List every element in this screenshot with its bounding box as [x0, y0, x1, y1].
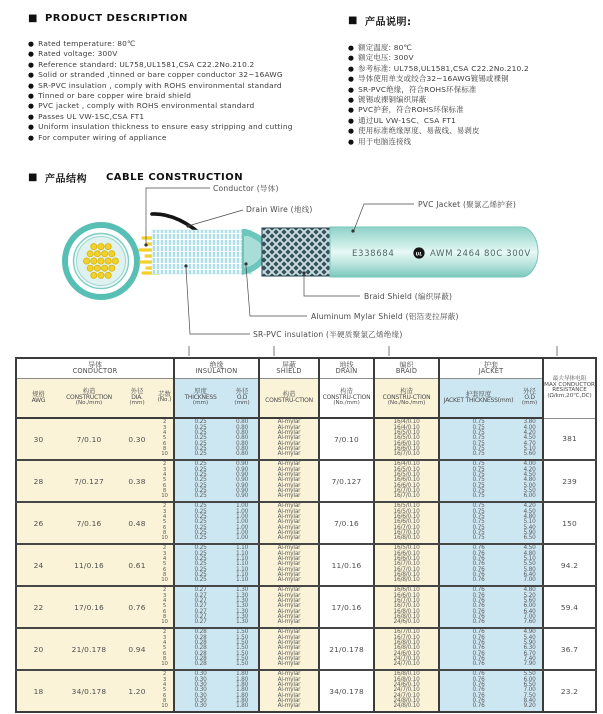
cell-construction: 11/0.16 [60, 544, 118, 586]
pvc-jacket-leader-line [354, 204, 414, 230]
cell-ins-od: 1.00 1.00 1.00 1.00 1.00 1.00 1.00 [226, 502, 259, 544]
sr-pvc-leader-line [186, 268, 250, 334]
section-marker-icon: ■ [28, 171, 38, 183]
product-description-zh-section [348, 13, 598, 147]
conductor-dot [98, 258, 104, 264]
braid-shield-label: Braid Shield (编织屏蔽) [364, 292, 453, 301]
insulated-cores [152, 230, 252, 274]
cell-drain: 34/0.178 [319, 670, 374, 712]
cell-jacket-od: 4.50 4.80 5.10 5.50 5.80 6.40 7.00 [517, 544, 543, 586]
list-item-text: 用于电脑连接线 [358, 136, 412, 146]
cell-cores: 2 3 4 5 6 8 10 [156, 460, 174, 502]
cell-awg: 22 [16, 586, 60, 628]
list-item-text: Passes UL VW-1SC,CSA FT1 [38, 111, 145, 121]
table-row [16, 586, 596, 628]
drain-wire-leader-line [188, 210, 243, 226]
list-item [28, 101, 338, 111]
product-description-section [28, 13, 338, 143]
cell-braid: 16/5/0.10 16/6/0.10 16/6/0.10 16/7/0.10 16/7/0.10 16/8/0.10 16/8/0.10 [374, 544, 439, 586]
cell-awg: 30 [16, 418, 60, 460]
cell-resistance: 94.2 [543, 544, 596, 586]
bullet-icon: ● [28, 112, 35, 121]
table-row [16, 502, 596, 544]
cell-dia: 1.20 [118, 670, 156, 712]
cell-resistance: 150 [543, 502, 596, 544]
cell-shield: Al-mylar Al-mylar Al-mylar Al-mylar Al-mylar Al-mylar Al-mylar [259, 544, 319, 586]
cell-ins-thickness: 0.30 0.30 0.30 0.30 0.30 0.30 0.30 [174, 670, 226, 712]
conductor-dot [109, 265, 115, 271]
cell-dia: 0.48 [118, 502, 156, 544]
cell-shield: Al-mylar Al-mylar Al-mylar Al-mylar Al-mylar Al-mylar Al-mylar [259, 460, 319, 502]
cell-drain: 11/0.16 [319, 544, 374, 586]
header-awg: 规格 AWG [16, 378, 60, 418]
list-item [28, 81, 338, 91]
bullet-icon: ● [348, 85, 355, 94]
bullet-icon: ● [348, 44, 355, 52]
bullet-icon: ● [28, 92, 35, 101]
sr-pvc-label: SR-PVC insulation (半硬质聚氯乙烯绝缘) [253, 330, 403, 339]
cell-construction: 7/0.16 [60, 502, 118, 544]
header-drain-construction: 构造 CONSTRU-CTION (No./mm) [319, 378, 374, 418]
cell-ins-od: 0.90 0.90 0.90 0.90 0.90 0.90 0.90 [226, 460, 259, 502]
cell-ins-thickness: 0.28 0.28 0.28 0.28 0.28 0.28 0.28 [174, 628, 226, 670]
list-item-text: SR-PVC绝缘，符合ROHS环保标准 [358, 84, 477, 94]
header-ins-od: 外径 O.D (mm) [226, 378, 259, 418]
cell-drain: 7/0.10 [319, 418, 374, 460]
bullet-icon: ● [348, 54, 355, 63]
pvc-jacket-label: PVC Jacket (聚氯乙烯护套) [418, 200, 517, 209]
cell-drain: 17/0.16 [319, 586, 374, 628]
list-item [28, 133, 338, 143]
conductor-dot [91, 258, 97, 264]
conductor-dot [112, 258, 118, 264]
list-item-text: SR-PVC insulation , comply with ROHS environmental standard [38, 80, 282, 90]
cell-jacket-thickness: 0.76 0.76 0.76 0.76 0.76 0.76 0.76 [439, 628, 517, 670]
cell-shield: Al-mylar Al-mylar Al-mylar Al-mylar Al-mylar Al-mylar Al-mylar [259, 586, 319, 628]
cell-jacket-thickness: 0.75 0.75 0.75 0.75 0.75 0.75 0.75 [439, 418, 517, 460]
cell-cores: 2 3 4 5 6 8 10 [156, 544, 174, 586]
header-dia: 外径 DIA. (mm) [118, 378, 156, 418]
list-item-text: Tinned or bare copper wire braid shield [38, 91, 192, 101]
product-description-zh-title: ■ 产品说明: [348, 14, 412, 28]
cell-resistance: 23.2 [543, 670, 596, 712]
cell-ins-thickness: 0.25 0.25 0.25 0.25 0.25 0.25 0.25 [174, 502, 226, 544]
cable-side-view [140, 214, 538, 277]
conductor-dot [94, 265, 100, 271]
table-row [16, 544, 596, 586]
cell-cores: 2 3 4 5 6 8 10 [156, 418, 174, 460]
list-item-text: Solid or stranded ,tinned or bare copper conductor 32~16AWG [38, 70, 283, 80]
table-row [16, 670, 596, 712]
cell-drain: 21/0.178 [319, 628, 374, 670]
list-item [28, 91, 338, 101]
list-item [348, 53, 598, 63]
conductor-dot [91, 244, 97, 250]
spec-table-body [16, 418, 596, 712]
dimension-ticks [189, 346, 557, 356]
conductor-dot [84, 258, 90, 264]
cell-ins-od: 1.10 1.10 1.10 1.10 1.10 1.10 1.10 [226, 544, 259, 586]
list-item [28, 70, 338, 80]
list-item [348, 105, 598, 115]
bullet-icon: ● [348, 116, 355, 125]
cell-awg: 24 [16, 544, 60, 586]
cell-ins-thickness: 0.25 0.25 0.25 0.25 0.25 0.25 0.25 [174, 544, 226, 586]
list-item [348, 116, 598, 126]
cell-ins-thickness: 0.25 0.25 0.25 0.25 0.25 0.25 0.25 [174, 418, 226, 460]
group-insulation: 绝缘 INSULATION [174, 358, 259, 378]
list-item [28, 39, 338, 49]
cell-braid: 16/4/0.10 16/4/0.10 16/5/0.10 16/5/0.10 16/6/0.10 16/6/0.10 16/7/0.10 [374, 418, 439, 460]
cell-awg: 20 [16, 628, 60, 670]
conductor-dot [102, 251, 108, 257]
header-ins-thickness: 厚度 THICKNESS (mm) [174, 378, 226, 418]
cell-drain: 7/0.127 [319, 460, 374, 502]
list-item [348, 95, 598, 105]
cell-ins-thickness: 0.27 0.27 0.27 0.27 0.27 0.27 0.27 [174, 586, 226, 628]
cell-jacket-od: 5.50 6.00 6.50 7.00 7.50 8.40 9.20 [517, 670, 543, 712]
bullet-icon: ● [28, 50, 35, 59]
list-item [348, 85, 598, 95]
bullet-icon: ● [348, 106, 355, 115]
header-cores: 芯数 (No.) [156, 378, 174, 418]
conductor-dot [98, 272, 104, 278]
cell-ins-thickness: 0.25 0.25 0.25 0.25 0.25 0.25 0.25 [174, 460, 226, 502]
cell-jacket-thickness: 0.76 0.76 0.76 0.76 0.76 0.76 0.76 [439, 544, 517, 586]
list-item-text: Reference standard: UL758,UL1581,CSA C22.2No.210.2 [38, 59, 255, 69]
svg-text:UL: UL [415, 252, 423, 258]
list-item-text: Rated temperature: 80℃ [38, 39, 136, 48]
list-item [348, 126, 598, 136]
list-item [28, 49, 338, 59]
product-description-title: ■ PRODUCT DESCRIPTION [28, 12, 188, 24]
spec-table [15, 357, 597, 713]
cell-jacket-thickness: 0.75 0.75 0.75 0.75 0.75 0.75 0.75 [439, 502, 517, 544]
bullet-icon: ● [28, 81, 35, 90]
cell-resistance: 59.4 [543, 586, 596, 628]
aluminum-mylar-label: Aluminum Mylar Shield (铝箔麦拉屏蔽) [311, 312, 459, 321]
list-item-text: PVC jacket , comply with ROHS environmental standard [38, 101, 255, 111]
header-jacket-thickness: 护套厚度 JACKET THICKNESS(mm) [439, 378, 517, 418]
list-item [348, 43, 598, 53]
braid-section [262, 228, 338, 276]
cell-cores: 2 3 4 5 6 8 10 [156, 586, 174, 628]
list-item-text: 通过UL VW-1SC、CSA FT1 [358, 115, 457, 125]
table-column-header-row [16, 378, 596, 418]
header-max-resistance: 最大导体电阻 MAX CONDUCTOR RESISTANCE (Ω/km,20℃,DC) [543, 358, 596, 418]
cell-construction: 34/0.178 [60, 670, 118, 712]
list-item-text: 额定电压: 300V [358, 53, 414, 63]
cell-jacket-thickness: 0.76 0.76 0.76 0.76 0.76 0.76 0.76 [439, 586, 517, 628]
list-item-text: For computer wiring of appliance [38, 132, 167, 142]
list-item-text: 导体使用单支或绞合32~16AWG镀锡或裸铜 [358, 74, 509, 84]
cell-braid: 16/6/0.10 16/6/0.10 16/7/0.10 16/7/0.10 16/8/0.10 16/8/0.10 24/6/0.10 [374, 586, 439, 628]
cell-resistance: 381 [543, 418, 596, 460]
conductor-dot [87, 265, 93, 271]
list-item [28, 112, 338, 122]
cell-ins-od: 0.80 0.80 0.80 0.80 0.80 0.80 0.80 [226, 418, 259, 460]
cell-braid: 16/7/0.10 16/7/0.10 16/8/0.10 16/8/0.10 24/6/0.10 24/7/0.10 24/7/0.10 [374, 628, 439, 670]
bullet-icon: ● [348, 127, 355, 136]
cell-ins-od: 1.50 1.50 1.50 1.50 1.50 1.50 1.50 [226, 628, 259, 670]
list-item-text: Rated voltage: 300V [38, 49, 118, 59]
header-braid-construction: 构造 CONSTRU-CTION (No./No./mm) [374, 378, 439, 418]
cell-construction: 17/0.16 [60, 586, 118, 628]
bullet-icon: ● [348, 137, 355, 146]
conductor-dot [105, 244, 111, 250]
cell-jacket-od: 3.80 4.00 4.20 4.50 4.70 5.10 5.60 [517, 418, 543, 460]
product-description-zh-list [348, 43, 598, 147]
cell-shield: Al-mylar Al-mylar Al-mylar Al-mylar Al-mylar Al-mylar Al-mylar [259, 502, 319, 544]
bullet-icon: ● [348, 64, 355, 73]
cell-resistance: 239 [543, 460, 596, 502]
group-braid: 编织 BRAID [374, 358, 439, 378]
table-row [16, 460, 596, 502]
cell-dia: 0.38 [118, 460, 156, 502]
cell-jacket-thickness: 0.75 0.75 0.75 0.75 0.75 0.75 0.75 [439, 460, 517, 502]
cell-jacket-od: 4.00 4.20 4.50 4.80 5.00 5.50 6.00 [517, 460, 543, 502]
cell-jacket-od: 4.20 4.50 4.80 5.10 5.40 5.90 6.50 [517, 502, 543, 544]
cable-construction-title: ■ 产品结构 CABLE CONSTRUCTION [28, 171, 244, 185]
cell-construction: 7/0.127 [60, 460, 118, 502]
header-shield-construction: 构造 CONSTRU-CTION [259, 378, 319, 418]
cell-jacket-od: 4.80 5.20 5.60 6.00 6.40 7.00 7.60 [517, 586, 543, 628]
list-item [348, 137, 598, 147]
conductor-dot [98, 244, 104, 250]
conductor-dot [109, 251, 115, 257]
cell-jacket-od: 4.90 5.40 5.90 6.30 6.70 7.40 7.90 [517, 628, 543, 670]
bullet-icon: ● [28, 60, 35, 69]
drain-wire-label: Drain Wire (地线) [246, 205, 313, 214]
cell-ins-od: 1.80 1.80 1.80 1.80 1.80 1.80 1.80 [226, 670, 259, 712]
list-item-text: 参考标准: UL758,UL1581,CSA C22.2No.210.2 [358, 63, 529, 73]
table-row [16, 418, 596, 460]
list-item-text: 使用标准绝缘厚度、易裁线、易剥皮 [358, 126, 480, 136]
section-marker-icon: ■ [348, 14, 358, 26]
cell-cores: 2 3 4 5 6 8 10 [156, 628, 174, 670]
cell-awg: 26 [16, 502, 60, 544]
svg-text:AWM 2464 80C 300V: AWM 2464 80C 300V [430, 249, 531, 259]
table-row [16, 628, 596, 670]
section-marker-icon: ■ [28, 12, 38, 24]
cell-shield: Al-mylar Al-mylar Al-mylar Al-mylar Al-mylar Al-mylar Al-mylar [259, 628, 319, 670]
cell-dia: 0.76 [118, 586, 156, 628]
jacket-print [352, 247, 531, 259]
bullet-icon: ● [348, 75, 355, 84]
list-item-text: Uniform insulation thickness to ensure easy stripping and cutting [38, 122, 293, 132]
product-description-list [28, 39, 338, 143]
list-item [348, 64, 598, 74]
cell-braid: 16/8/0.10 16/8/0.10 24/6/0.10 24/7/0.10 24/7/0.10 24/8/0.10 24/8/0.10 [374, 670, 439, 712]
conductor-label: Conductor (导体) [213, 184, 279, 193]
list-item [348, 74, 598, 84]
cell-awg: 18 [16, 670, 60, 712]
list-item [28, 122, 338, 132]
bullet-icon: ● [28, 40, 35, 48]
cell-construction: 7/0.10 [60, 418, 118, 460]
cell-shield: Al-mylar Al-mylar Al-mylar Al-mylar Al-mylar Al-mylar Al-mylar [259, 670, 319, 712]
conductor-dot [102, 265, 108, 271]
bullet-icon: ● [348, 96, 355, 105]
cell-dia: 0.30 [118, 418, 156, 460]
cell-jacket-thickness: 0.76 0.76 0.76 0.76 0.76 0.76 0.76 [439, 670, 517, 712]
cell-awg: 28 [16, 460, 60, 502]
conductor-dot [105, 272, 111, 278]
conductor-dot [94, 251, 100, 257]
bullet-icon: ● [28, 123, 35, 132]
cable-construction-diagram [0, 170, 603, 357]
conductor-dot [91, 272, 97, 278]
bullet-icon: ● [28, 102, 35, 111]
cell-cores: 2 3 4 5 6 8 10 [156, 670, 174, 712]
cell-dia: 0.94 [118, 628, 156, 670]
cell-shield: Al-mylar Al-mylar Al-mylar Al-mylar Al-mylar Al-mylar Al-mylar [259, 418, 319, 460]
cell-resistance: 36.7 [543, 628, 596, 670]
conductor-dot [87, 251, 93, 257]
bullet-icon: ● [28, 71, 35, 80]
cell-drain: 7/0.16 [319, 502, 374, 544]
conductor-dot [105, 258, 111, 264]
group-shield: 屏蔽 SHIELD [259, 358, 319, 378]
cell-braid: 16/5/0.10 16/5/0.10 16/6/0.10 16/6/0.10 16/7/0.10 16/7/0.10 16/8/0.10 [374, 502, 439, 544]
cell-cores: 2 3 4 5 6 8 10 [156, 502, 174, 544]
list-item-text: 额定温度: 80℃ [358, 43, 413, 52]
bullet-icon: ● [28, 133, 35, 142]
header-jacket-od: 外径 O.D (mm) [517, 378, 543, 418]
list-item [28, 60, 338, 70]
list-item-text: 镀锡或裸铜编织屏蔽 [358, 95, 427, 105]
group-jacket: 护套 JACKET [439, 358, 543, 378]
list-item-text: PVC护套，符合ROHS环保标准 [358, 105, 464, 115]
cable-cross-section [65, 225, 137, 297]
cell-dia: 0.61 [118, 544, 156, 586]
cell-ins-od: 1.30 1.30 1.30 1.30 1.30 1.30 1.30 [226, 586, 259, 628]
header-construction: 构造 CONSTRUCTION (No./mm) [60, 378, 118, 418]
cell-braid: 16/4/0.10 16/5/0.10 16/5/0.10 16/6/0.10 16/6/0.10 16/7/0.10 16/7/0.10 [374, 460, 439, 502]
group-drain: 地线 DRAIN [319, 358, 374, 378]
svg-text:E338684: E338684 [352, 249, 395, 259]
group-conductor: 导体 CONDUCTOR [16, 358, 174, 378]
cell-construction: 21/0.178 [60, 628, 118, 670]
table-group-header-row [16, 358, 596, 378]
